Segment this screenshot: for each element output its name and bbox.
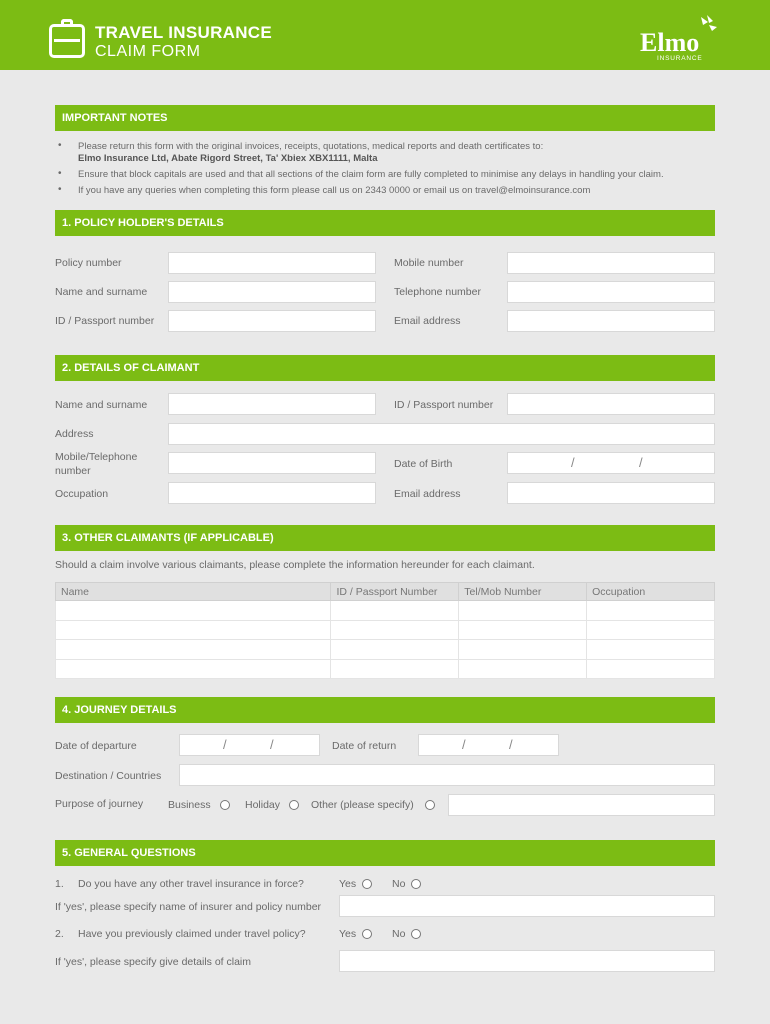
address-field[interactable]: [168, 423, 715, 445]
mobile-telephone-label: Mobile/Telephone: [55, 451, 138, 463]
bullet: •: [58, 140, 62, 151]
bullet: •: [58, 184, 62, 195]
holiday-radio[interactable]: [289, 800, 299, 810]
column-tel-mob: Tel/Mob Number: [459, 583, 587, 601]
table-cell[interactable]: [331, 640, 459, 660]
mobile-number-label: Mobile number: [394, 257, 464, 269]
column-name: Name: [56, 583, 331, 601]
section-important-notes: IMPORTANT NOTES: [55, 105, 715, 131]
other-claimants-intro: Should a claim involve various claimants, please complete the information hereunder for each claimant.: [55, 559, 535, 571]
q2-specify-label: If 'yes', please specify give details of claim: [55, 956, 252, 968]
claimant-email-label: Email address: [394, 488, 461, 500]
email-address-field[interactable]: [507, 310, 715, 332]
departure-date-field[interactable]: [179, 734, 320, 756]
q1-yes-label: Yes: [339, 878, 357, 890]
claimant-mobile-field[interactable]: [168, 452, 376, 474]
q1-no-radio[interactable]: [411, 879, 421, 889]
policy-number-label: Policy number: [55, 257, 122, 269]
name-surname-field[interactable]: [168, 281, 376, 303]
note-queries: If you have any queries when completing this form please call us on 2343 0000 or email us on travel@elmoinsurance.com: [78, 185, 591, 196]
table-cell[interactable]: [56, 640, 331, 660]
section-other-claimants: 3. OTHER CLAIMANTS (IF APPLICABLE): [55, 525, 715, 551]
question-2-text: Have you previously claimed under travel policy?: [78, 928, 306, 940]
table-cell[interactable]: [56, 601, 331, 621]
table-cell[interactable]: [56, 659, 331, 679]
table-cell[interactable]: [459, 640, 587, 660]
email-address-label: Email address: [394, 315, 461, 327]
q1-specify-field[interactable]: [339, 895, 715, 917]
bullet: •: [58, 168, 62, 179]
claimant-id-label: ID / Passport number: [394, 399, 494, 411]
q2-specify-field[interactable]: [339, 950, 715, 972]
claimant-name-label: Name and surname: [55, 399, 148, 411]
section-general-questions: 5. GENERAL QUESTIONS: [55, 840, 715, 866]
claimant-name-field[interactable]: [168, 393, 376, 415]
table-row: [56, 659, 715, 679]
q2-no-label: No: [392, 928, 406, 940]
address-label: Address: [55, 428, 94, 440]
date-separator: /: [462, 737, 466, 752]
date-separator: /: [639, 455, 643, 470]
dob-label: Date of Birth: [394, 458, 453, 470]
q2-yes-radio[interactable]: [362, 929, 372, 939]
policy-number-field[interactable]: [168, 252, 376, 274]
telephone-number-label: Telephone number: [394, 286, 481, 298]
destination-field[interactable]: [179, 764, 715, 786]
column-occupation: Occupation: [587, 583, 715, 601]
table-cell[interactable]: [331, 620, 459, 640]
claimant-email-field[interactable]: [507, 482, 715, 504]
table-cell[interactable]: [331, 601, 459, 621]
date-separator: /: [509, 737, 513, 752]
q1-yes-radio[interactable]: [362, 879, 372, 889]
question-1-text: Do you have any other travel insurance in force?: [78, 878, 304, 890]
name-surname-label: Name and surname: [55, 286, 148, 298]
note-capitals: Ensure that block capitals are used and that all sections of the claim form are fully completed to minimise any delays in handling your claim.: [78, 169, 664, 180]
elmo-logo: Elmo: [640, 28, 700, 57]
occupation-label: Occupation: [55, 488, 109, 500]
note-address: Elmo Insurance Ltd, Abate Rigord Street, Ta' Xbiex XBX1111, Malta: [78, 153, 378, 164]
table-cell[interactable]: [587, 601, 715, 621]
section-claimant: 2. DETAILS OF CLAIMANT: [55, 355, 715, 381]
other-option-label: Other (please specify): [311, 799, 414, 811]
return-date-field[interactable]: [418, 734, 559, 756]
section-policy-holder: 1. POLICY HOLDER'S DETAILS: [55, 210, 715, 236]
other-radio[interactable]: [425, 800, 435, 810]
table-cell[interactable]: [56, 620, 331, 640]
dob-field[interactable]: [507, 452, 715, 474]
section-journey: 4. JOURNEY DETAILS: [55, 697, 715, 723]
date-separator: /: [223, 737, 227, 752]
destination-label: Destination / Countries: [55, 770, 162, 782]
holiday-option-label: Holiday: [245, 799, 281, 811]
form-subtitle: CLAIM FORM: [95, 43, 201, 60]
table-cell[interactable]: [331, 659, 459, 679]
elmo-logo-mark-icon: [697, 13, 719, 35]
business-radio[interactable]: [220, 800, 230, 810]
other-purpose-field[interactable]: [448, 794, 715, 816]
other-claimants-table: [55, 582, 715, 679]
telephone-number-field[interactable]: [507, 281, 715, 303]
table-cell[interactable]: [587, 620, 715, 640]
table-cell[interactable]: [587, 640, 715, 660]
elmo-logo-sub: INSURANCE: [657, 55, 703, 62]
table-cell[interactable]: [587, 659, 715, 679]
table-cell[interactable]: [459, 620, 587, 640]
occupation-field[interactable]: [168, 482, 376, 504]
mobile-telephone-label-2: number: [55, 465, 91, 477]
q2-yes-label: Yes: [339, 928, 357, 940]
note-return: Please return this form with the original invoices, receipts, quotations, medical reports and death certificates to:: [78, 141, 544, 152]
form-title: TRAVEL INSURANCE: [95, 23, 273, 42]
q1-specify-label: If 'yes', please specify name of insurer and policy number: [55, 901, 322, 913]
table-cell[interactable]: [459, 601, 587, 621]
id-passport-label: ID / Passport number: [55, 315, 155, 327]
briefcase-icon: [49, 24, 85, 58]
table-row: [56, 601, 715, 621]
column-id-passport: ID / Passport Number: [331, 583, 459, 601]
date-separator: /: [270, 737, 274, 752]
header-banner: [0, 0, 770, 70]
business-option-label: Business: [168, 799, 211, 811]
id-passport-field[interactable]: [168, 310, 376, 332]
table-cell[interactable]: [459, 659, 587, 679]
q2-no-radio[interactable]: [411, 929, 421, 939]
claimant-id-field[interactable]: [507, 393, 715, 415]
table-row: [56, 620, 715, 640]
mobile-number-field[interactable]: [507, 252, 715, 274]
table-row: [56, 640, 715, 660]
purpose-label: Purpose of journey: [55, 798, 144, 810]
return-label: Date of return: [332, 740, 397, 752]
date-separator: /: [571, 455, 575, 470]
question-1-number: 1.: [55, 878, 64, 890]
q1-no-label: No: [392, 878, 406, 890]
departure-label: Date of departure: [55, 740, 137, 752]
question-2-number: 2.: [55, 928, 64, 940]
